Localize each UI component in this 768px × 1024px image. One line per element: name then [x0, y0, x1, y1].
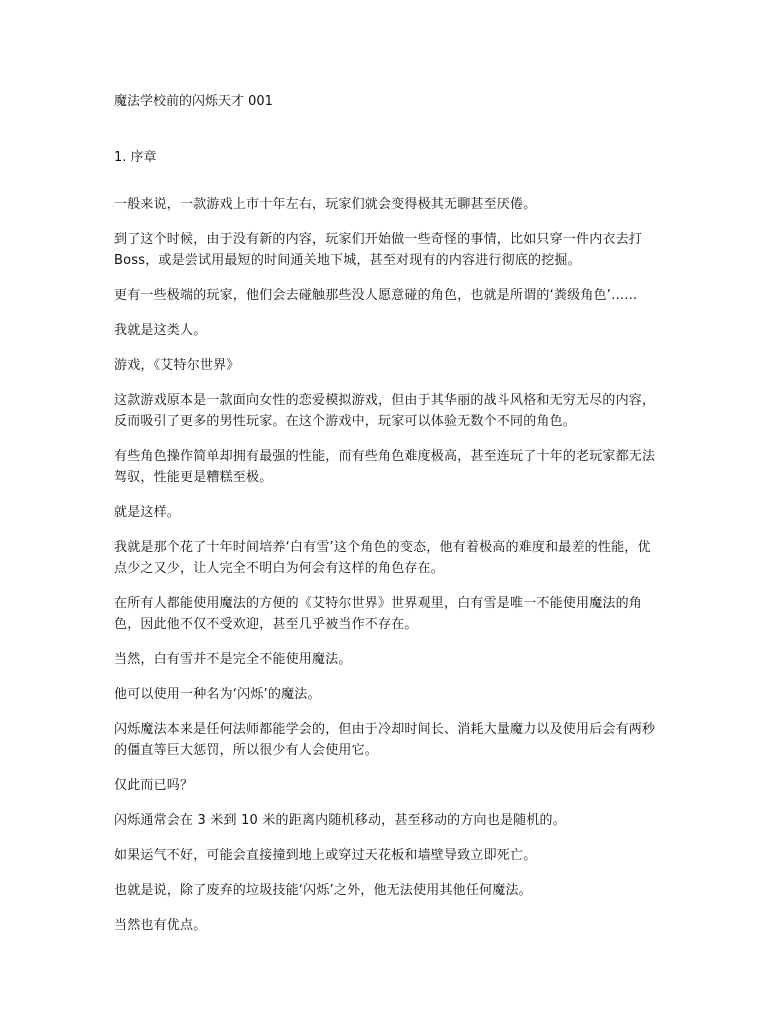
- chapter-heading: 1. 序章: [114, 150, 157, 165]
- paragraph: 闪烁通常会在 3 米到 10 米的距离内随机移动，甚至移动的方向也是随机的。: [114, 813, 566, 828]
- document-title: 魔法学校前的闪烁天才 001: [114, 94, 273, 109]
- paragraph: 也就是说，除了废弃的垃圾技能‘闪烁’之外，他无法使用其他任何魔法。: [114, 883, 532, 898]
- document-page: [114, 92, 662, 950]
- paragraph: 我就是那个花了十年时间培养‘白有雪’这个角色的变态，他有着极高的难度和最差的性能，优点少之又少，让人完全不明白为何会有这样的角色存在。: [114, 540, 651, 576]
- paragraph: 就是这样。: [114, 505, 181, 520]
- chapter-body: [114, 194, 662, 936]
- paragraph: 仅此而已吗？: [114, 778, 194, 793]
- paragraph: 当然，白有雪并不是完全不能使用魔法。: [114, 652, 352, 667]
- paragraph: 有些角色操作简单却拥有最强的性能，而有些角色难度极高，甚至连玩了十年的老玩家都无法驾驭，性能更是糟糕至极。: [114, 449, 656, 485]
- paragraph: 在所有人都能使用魔法的方便的《艾特尔世界》世界观里，白有雪是唯一不能使用魔法的角色，因此他不仅不受欢迎，甚至几乎被当作不存在。: [114, 596, 643, 632]
- paragraph: 游戏，《艾特尔世界》: [114, 358, 240, 373]
- paragraph: 这款游戏原本是一款面向女性的恋爱模拟游戏，但由于其华丽的战斗风格和无穷无尽的内容，反而吸引了更多的男性玩家。在这个游戏中，玩家可以体验无数个不同的角色。: [114, 393, 656, 429]
- paragraph: 一般来说，一款游戏上市十年左右，玩家们就会变得极其无聊甚至厌倦。: [114, 197, 537, 212]
- paragraph: 如果运气不好，可能会直接撞到地上或穿过天花板和墙壁导致立即死亡。: [114, 848, 537, 863]
- paragraph: 他可以使用一种名为‘闪烁’的魔法。: [114, 687, 321, 702]
- paragraph: 闪烁魔法本来是任何法师都能学会的，但由于冷却时间长、消耗大量魔力以及使用后会有两秒的僵直等巨大惩罚，所以很少有人会使用它。: [114, 722, 656, 758]
- paragraph: 更有一些极端的玩家，他们会去碰触那些没人愿意碰的角色，也就是所谓的‘粪级角色’……: [114, 288, 638, 303]
- paragraph: 当然也有优点。: [114, 918, 207, 933]
- paragraph: 我就是这类人。: [114, 323, 207, 338]
- paragraph: 到了这个时候，由于没有新的内容，玩家们开始做一些奇怪的事情，比如只穿一件内衣去打 Boss，或是尝试用最短的时间通关地下城，甚至对现有的内容进行彻底的挖掘。: [114, 232, 643, 268]
